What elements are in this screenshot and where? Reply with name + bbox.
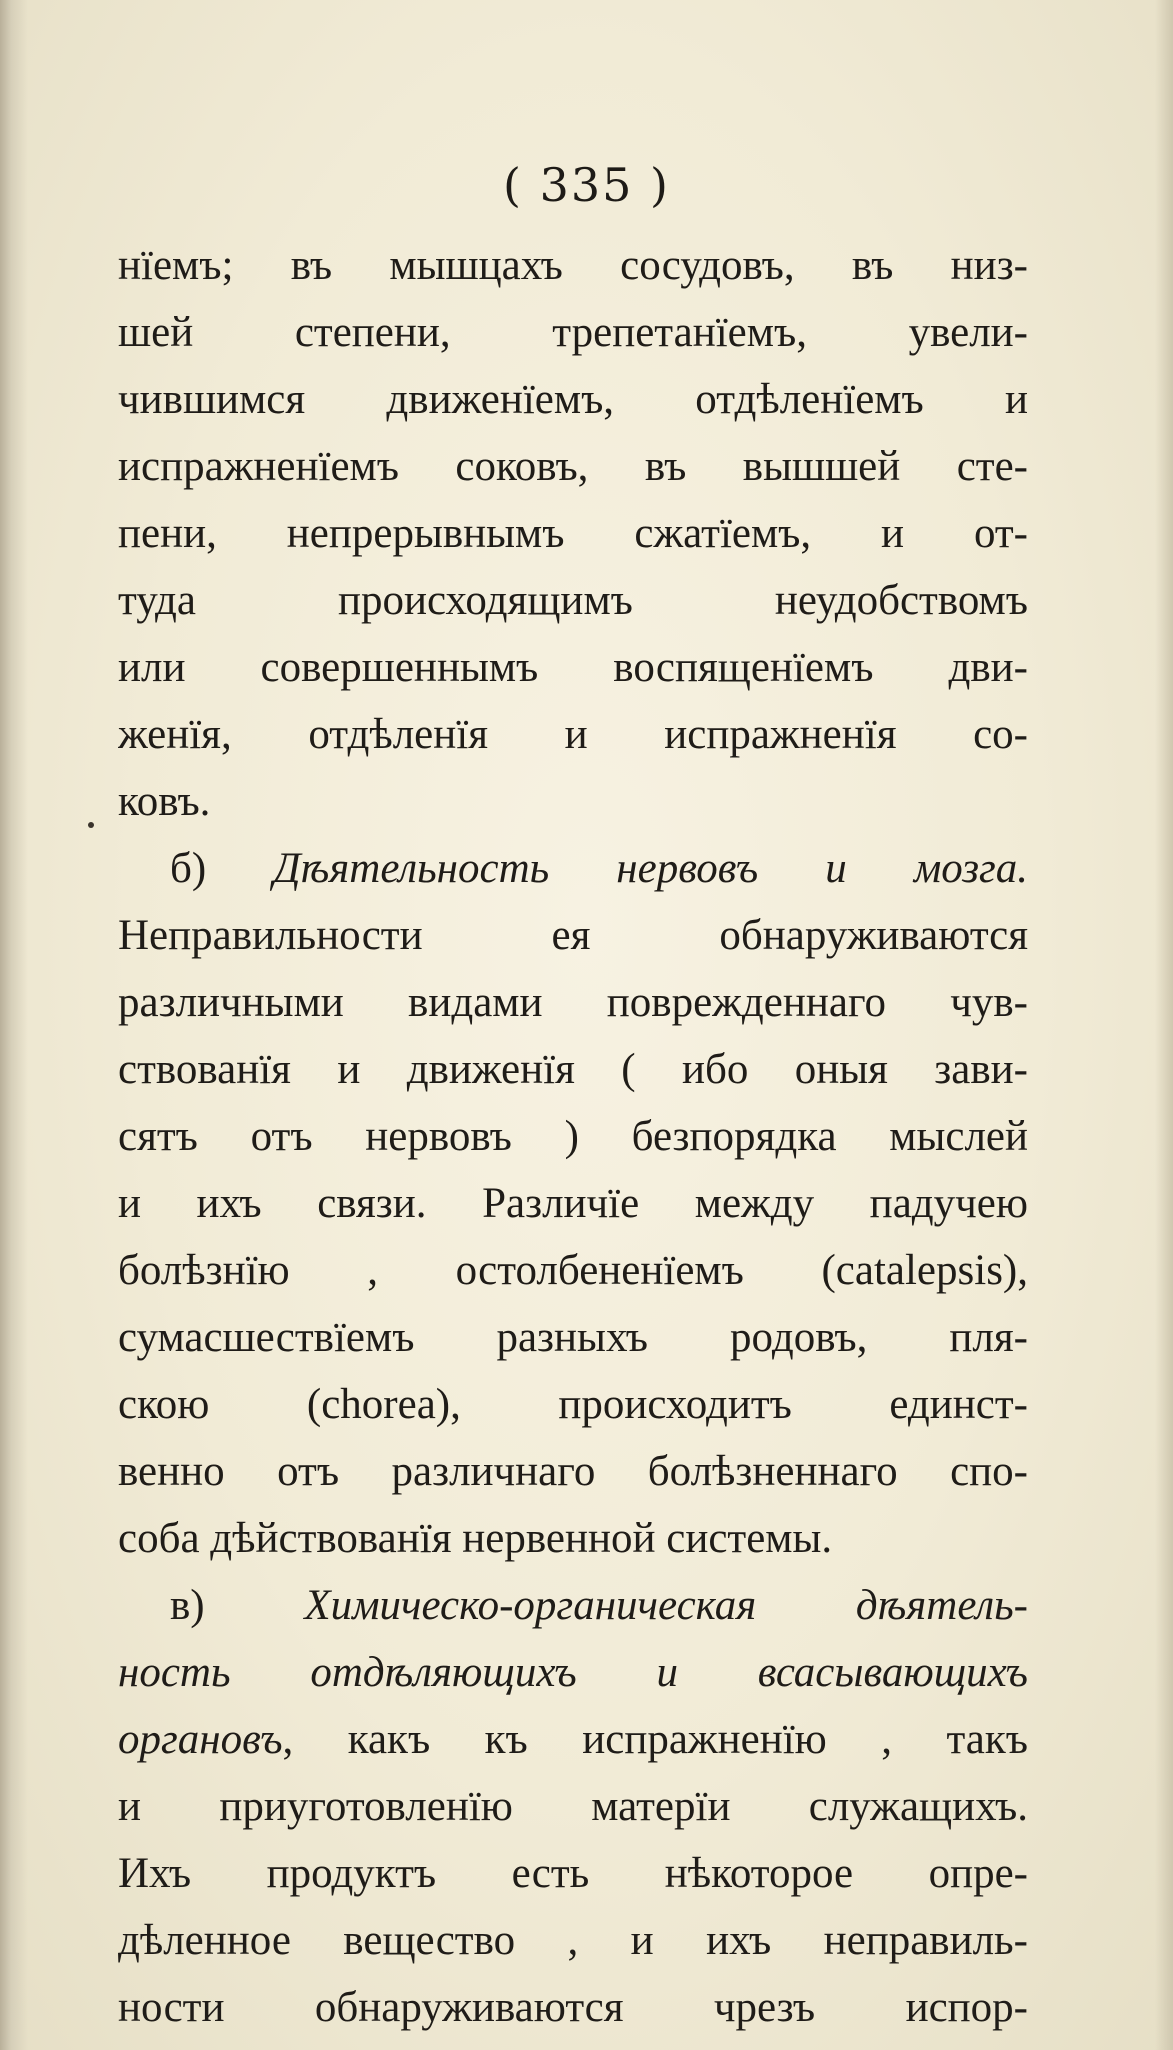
text-line: различными видами поврежденнаго чув- [118,979,1028,1026]
margin-ink-dot [88,822,94,828]
section-title-italic: Дѣятельность нервовъ и мозга. [273,845,1028,892]
section-heading-v [118,1572,1028,1639]
section-marker: б) [170,845,274,892]
text-line: дѣленное вещество , и ихъ неправиль- [118,1917,1028,1964]
text-line: или совершеннымъ воспященїемъ дви- [118,644,1028,691]
text-line: и ихъ связи. Различїе между падучею [118,1180,1028,1227]
text-line: нїемъ; въ мышцахъ сосудовъ, въ низ- [118,242,1028,289]
text-line: Ихъ продуктъ есть нѣкоторое опре- [118,1850,1028,1897]
text-line: Неправильности ея обнаруживаются [118,912,1028,959]
section-title-italic: органовъ [118,1716,283,1763]
section-heading-b [118,835,1028,902]
text-line: испражненїемъ соковъ, въ вышшей сте- [118,443,1028,490]
text-line-mixed [118,1706,1028,1773]
text-line: пени, непрерывнымъ сжатїемъ, и от- [118,510,1028,557]
text-line: ности обнаруживаются чрезъ испор- [118,1984,1028,2031]
page-left-edge-shadow [0,0,28,2050]
text-line: сумасшествїемъ разныхъ родовъ, пля- [118,1314,1028,1361]
section-title-italic: Химическо-органическая дѣятель- [304,1582,1028,1629]
text-line: скою (chorea), происходитъ единст- [118,1381,1028,1428]
section-marker: в) [170,1582,305,1629]
text-line: и приуготовленїю матерїи служащихъ. [118,1783,1028,1830]
section-title-italic-line: ность отдѣляющихъ и всасывающихъ [118,1649,1028,1696]
text-line: ковъ. [118,778,211,825]
text-fragment: , какъ къ испражненїю , такъ [282,1716,1028,1763]
text-line: болѣзнїю , остолбененїемъ (catalepsis), [118,1247,1028,1294]
page-right-edge-shadow [1155,0,1173,2050]
text-line: шей степени, трепетанїемъ, увели- [118,309,1028,356]
text-line: сятъ отъ нервовъ ) безпорядка мыслей [118,1113,1028,1160]
body-text [118,232,1028,2041]
text-line: чившимся движенїемъ, отдѣленїемъ и [118,376,1028,423]
text-line: венно отъ различнаго болѣзненнаго спо- [118,1448,1028,1495]
page-number: ( 335 ) [503,158,670,212]
text-line: ствованїя и движенїя ( ибо оныя зави- [118,1046,1028,1093]
text-line: соба дѣйствованїя нервенной системы. [118,1515,833,1562]
text-line: туда происходящимъ неудобствомъ [118,577,1028,624]
text-line: женїя, отдѣленїя и испражненїя со- [118,711,1028,758]
